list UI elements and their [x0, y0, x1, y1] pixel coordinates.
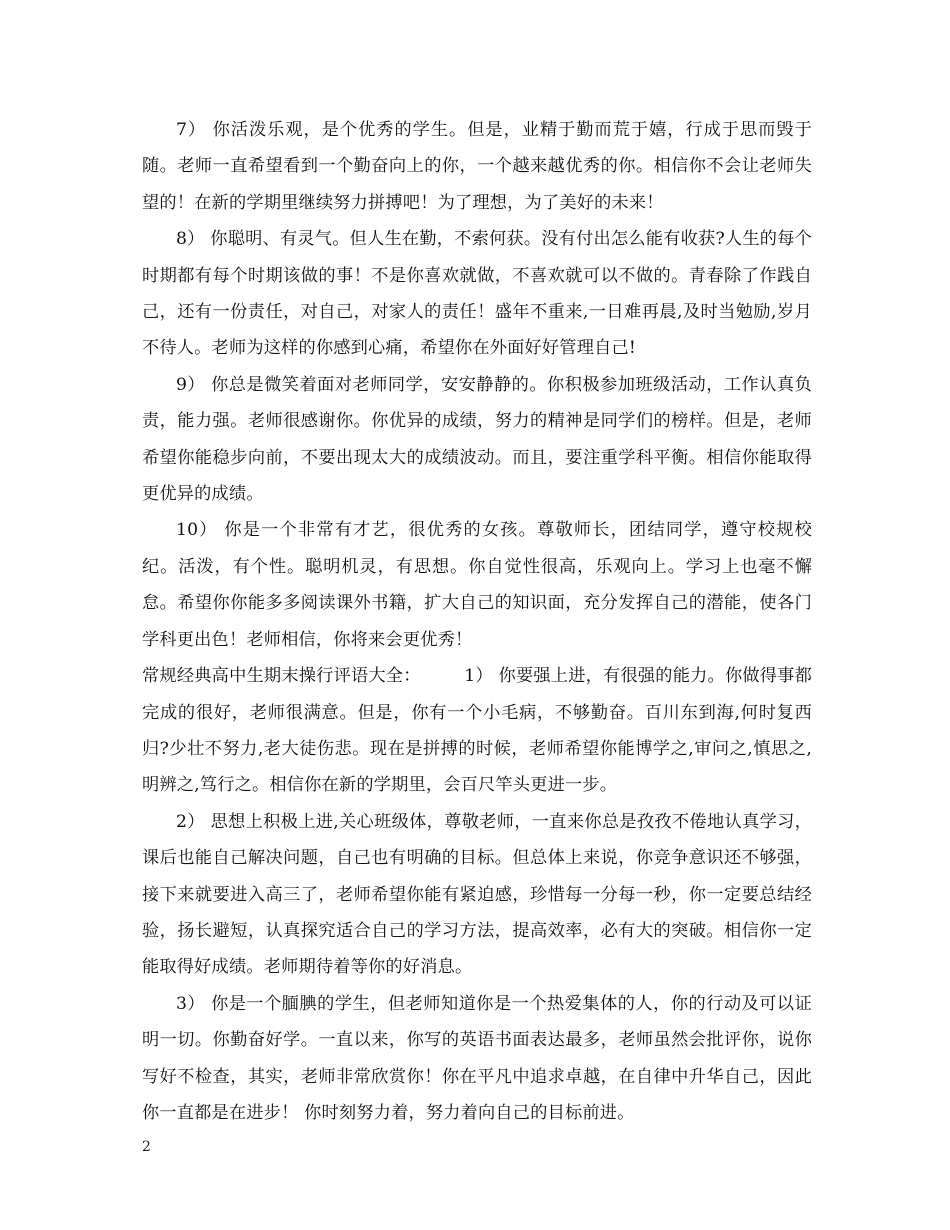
comment-paragraph-9: 9） 你总是微笑着面对老师同学，安安静静的。你积极参加班级活动，工作认真负责，能力强。老师很感谢你。你优异的成绩，努力的精神是同学们的榜样。但是，老师希望你能稳步向前，不要出现太大的成绩波动。而且，要注重学科平衡。相信你能取得更优异的成绩。 [142, 374, 812, 505]
document-body [142, 112, 812, 1131]
comment-paragraph-2: 2） 思想上积极上进,关心班级体，尊敬老师，一直来你总是孜孜不倦地认真学习，课后也能自己解决问题，自己也有明确的目标。但总体上来说，你竞争意识还不够强，接下来就要进入高三了，老师希望你能有紧迫感，珍惜每一分每一秒，你一定要总结经验，扬长避短，认真探究适合自己的学习方法，提高效率，必有大的突破。相信你一定能取得好成绩。老师期待着等你的好消息。 [142, 811, 812, 978]
section-heading-paragraph-1: 常规经典高中生期末操行评语大全： 1） 你要强上进，有很强的能力。你做得事都完成的很好，老师很满意。但是，你有一个小毛病，不够勤奋。百川东到海,何时复西归?少壮不努力,老大徒伤悲。现在是拼搏的时候，老师希望你能博学之,审问之,慎思之,明辨之,笃行之。相信你在新的学期里，会百尺竿头更进一步。 [142, 666, 812, 796]
page-number: 2 [142, 1139, 151, 1155]
comment-paragraph-7: 7） 你活泼乐观，是个优秀的学生。但是，业精于勤而荒于嬉，行成于思而毁于随。老师一直希望看到一个勤奋向上的你，一个越来越优秀的你。相信你不会让老师失望的！在新的学期里继续努力拼搏吧！为了理想，为了美好的未来！ [142, 120, 812, 213]
comment-paragraph-10: 10） 你是一个非常有才艺，很优秀的女孩。尊敬师长，团结同学，遵守校规校纪。活泼，有个性。聪明机灵，有思想。你自觉性很高，乐观向上。学习上也毫不懈怠。希望你你能多多阅读课外书籍，扩大自己的知识面，充分发挥自己的潜能，使各门学科更出色！老师相信，你将来会更优秀！ [142, 520, 812, 650]
comment-paragraph-8: 8） 你聪明、有灵气。但人生在勤，不索何获。没有付出怎么能有收获?人生的每个时期都有每个时期该做的事！不是你喜欢就做，不喜欢就可以不做的。青春除了作践自己，还有一份责任，对自己，对家人的责任！盛年不重来,一日难再晨,及时当勉励,岁月不待人。老师为这样的你感到心痛，希望你在外面好好管理自己! [142, 229, 812, 359]
comment-paragraph-3: 3） 你是一个腼腆的学生，但老师知道你是一个热爱集体的人，你的行动及可以证明一切。你勤奋好学。一直以来，你写的英语书面表达最多，老师虽然会批评你，说你写好不检查，其实，老师非常欣赏你！你在平凡中追求卓越，在自律中升华自己，因此你一直都是在进步！ 你时刻努力着，努力着向自己的目标前进。 [142, 993, 812, 1123]
